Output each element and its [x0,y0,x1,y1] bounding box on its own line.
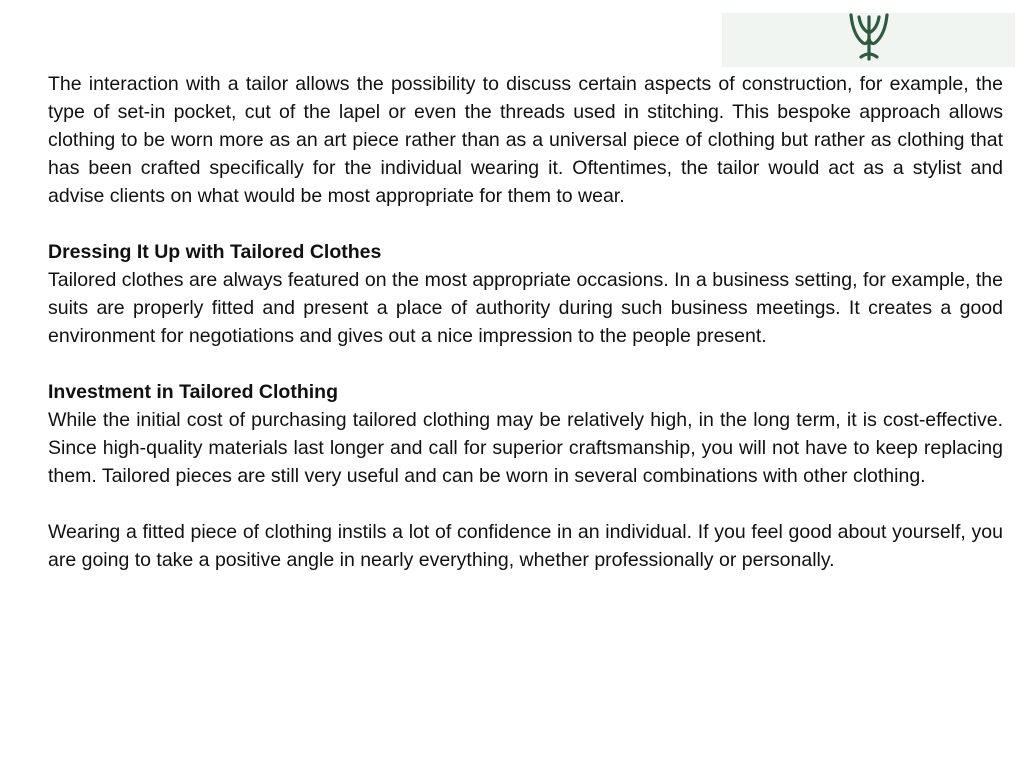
trident-monogram-icon [839,13,899,67]
document-body [48,70,1003,602]
section-investment [48,378,1003,490]
brand-logo-banner [722,13,1015,67]
section-heading: Dressing It Up with Tailored Clothes [48,241,382,263]
section-paragraph: While the initial cost of purchasing tailored clothing may be relatively high, in the long term, it is cost-effective. Since high-quality materials last longer and call for superior craftsmanship, you will not have to keep replacing them. Tailored pieces are still very useful and can be worn in several combinations with other clothing. [48,409,1003,487]
section-dressing-up [48,238,1003,350]
section-paragraph: Tailored clothes are always featured on the most appropriate occasions. In a business setting, for example, the suits are properly fitted and present a place of authority during such business meetings. It creates a good environment for negotiations and gives out a nice impression to the people present. [48,269,1003,347]
closing-paragraph: Wearing a fitted piece of clothing instils a lot of confidence in an individual. If you feel good about yourself, you are going to take a positive angle in nearly everything, whether professionally or personally. [48,521,1003,571]
intro-paragraph: The interaction with a tailor allows the possibility to discuss certain aspects of construction, for example, the type of set-in pocket, cut of the lapel or even the threads used in stitching. This bespoke approach allows clothing to be worn more as an art piece rather than as a universal piece of clothing but rather as clothing that has been crafted specifically for the individual wearing it. Oftentimes, the tailor would act as a stylist and advise clients on what would be most appropriate for them to wear. [48,73,1003,207]
section-heading: Investment in Tailored Clothing [48,381,338,403]
